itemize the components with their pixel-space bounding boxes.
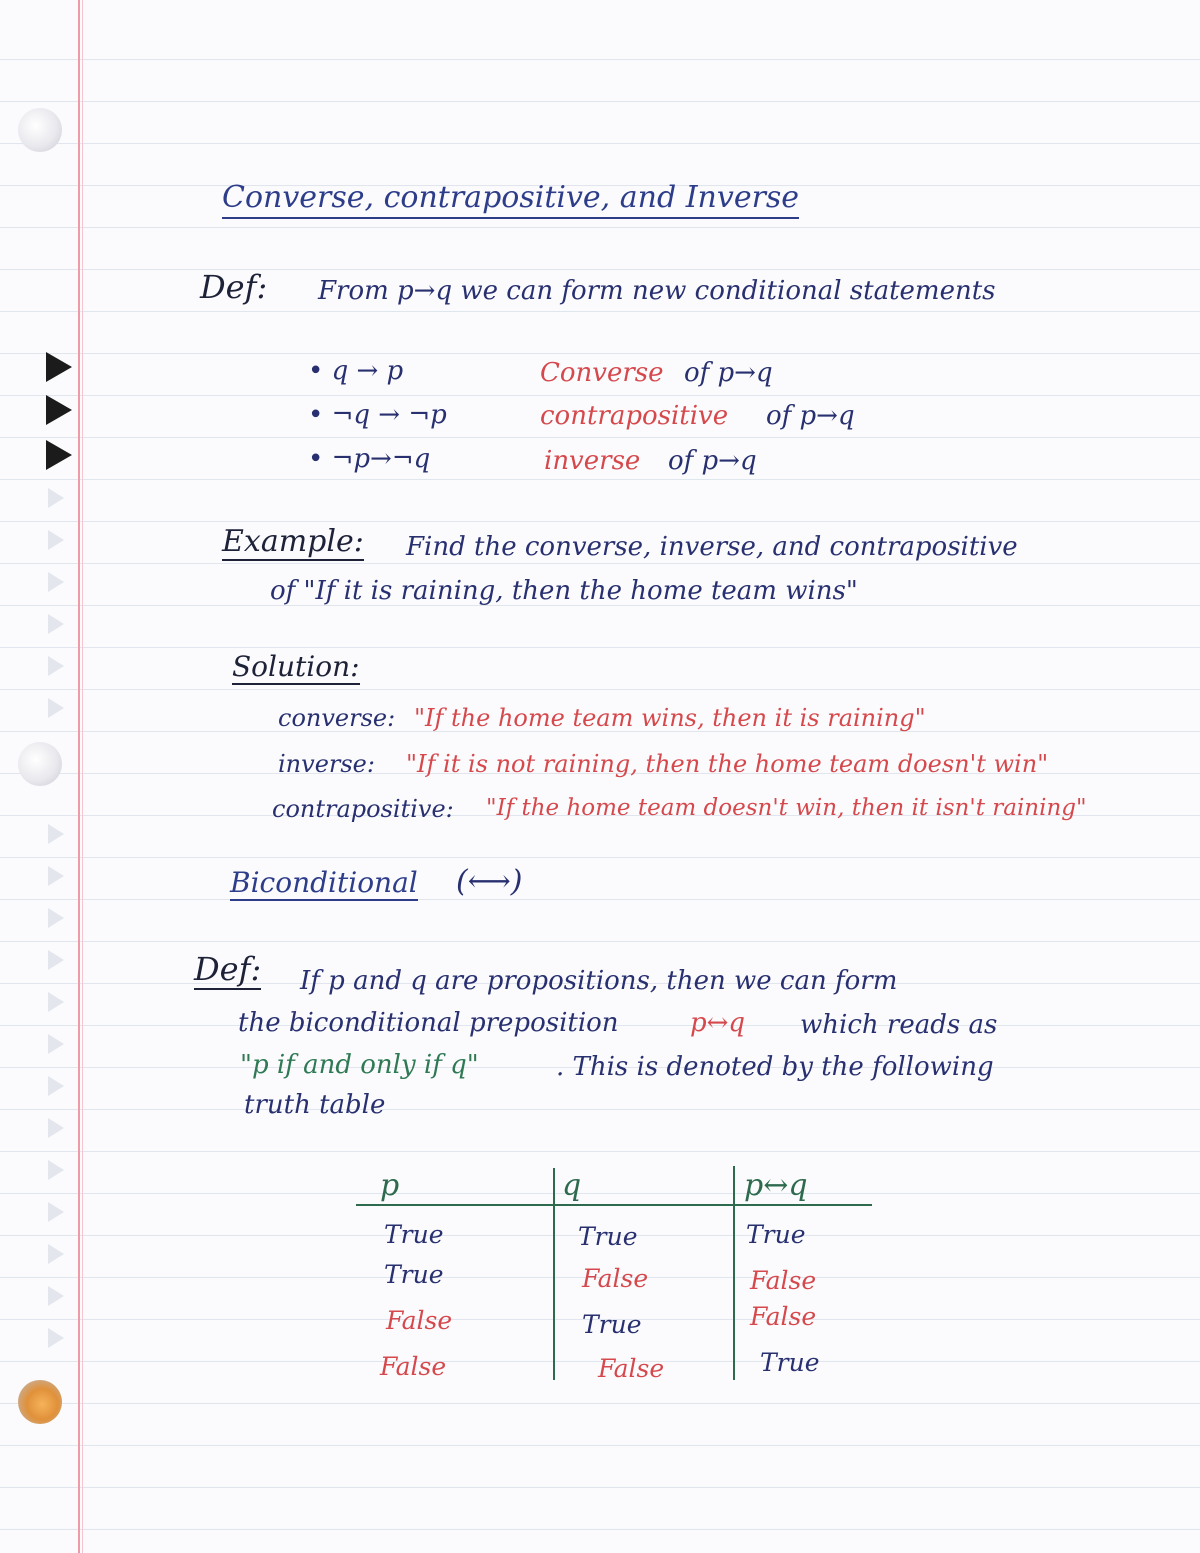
truth-table-header-rule: [356, 1204, 872, 1206]
faint-marker-icon: [48, 1076, 64, 1096]
example-line-2: of "If it is raining, then the home team wins": [270, 576, 858, 606]
converse-desc: of p→q: [684, 358, 773, 388]
truth-table-cell: False: [750, 1266, 817, 1295]
truth-table-cell: False: [386, 1306, 453, 1335]
faint-marker-icon: [48, 614, 64, 634]
solution-contrapositive-term: contrapositive:: [272, 795, 454, 823]
truth-table-divider-1: [553, 1168, 555, 1380]
def2-line-2a: the biconditional preposition: [238, 1008, 619, 1038]
truth-table-cell: False: [750, 1302, 817, 1331]
faint-marker-icon: [48, 530, 64, 550]
def2-line-1: If p and q are propositions, then we can form: [300, 966, 898, 996]
inverse-formula: • ¬p→¬q: [308, 444, 431, 474]
example-line-1: Find the converse, inverse, and contrapositive: [406, 532, 1018, 562]
bullet-marker-2-icon: [46, 395, 72, 425]
biconditional-symbol: (⟷): [456, 864, 523, 899]
def2-biconditional-prop: p↔q: [690, 1008, 746, 1038]
truth-table-cell: True: [578, 1222, 638, 1251]
faint-marker-icon: [48, 698, 64, 718]
def-label: Def:: [200, 268, 268, 306]
inverse-desc: of p→q: [668, 446, 757, 476]
biconditional-heading: Biconditional: [230, 866, 418, 899]
page-margin-line: [78, 0, 80, 1553]
truth-table-cell: False: [380, 1352, 447, 1381]
solution-converse-term: converse:: [278, 704, 396, 732]
solution-inverse-term: inverse:: [278, 750, 375, 778]
faint-marker-icon: [48, 1328, 64, 1348]
truth-table-header-q: q: [562, 1168, 582, 1203]
truth-table-divider-2: [733, 1166, 735, 1380]
truth-table-cell: False: [582, 1264, 649, 1293]
faint-marker-icon: [48, 1034, 64, 1054]
truth-table-header-biconditional: p↔q: [744, 1168, 808, 1203]
converse-formula: • q → p: [308, 356, 404, 386]
converse-term: Converse: [540, 358, 664, 388]
truth-table-cell: True: [582, 1310, 642, 1339]
faint-marker-icon: [48, 824, 64, 844]
truth-table-cell: True: [760, 1348, 820, 1377]
bullet-marker-3-icon: [46, 440, 72, 470]
binder-hole-bottom: [18, 1380, 62, 1424]
contrapositive-term: contrapositive: [540, 401, 729, 431]
def2-line-4: truth table: [244, 1090, 386, 1120]
truth-table-cell: True: [746, 1220, 806, 1249]
faint-marker-icon: [48, 1286, 64, 1306]
def-text: From p→q we can form new conditional statements: [318, 276, 996, 306]
solution-converse-text: "If the home team wins, then it is raining": [414, 704, 926, 732]
truth-table-cell: True: [384, 1260, 444, 1289]
truth-table-cell: True: [384, 1220, 444, 1249]
def2-line-3a: "p if and only if q": [240, 1050, 479, 1080]
binder-hole-middle: [18, 742, 62, 786]
faint-marker-icon: [48, 1118, 64, 1138]
def2-line-3b: . This is denoted by the following: [556, 1052, 994, 1082]
solution-contrapositive-text: "If the home team doesn't win, then it isn't raining": [486, 795, 1087, 821]
faint-marker-icon: [48, 992, 64, 1012]
binder-hole-top: [18, 108, 62, 152]
faint-marker-icon: [48, 656, 64, 676]
faint-marker-icon: [48, 950, 64, 970]
faint-marker-icon: [48, 866, 64, 886]
def2-line-2c: which reads as: [800, 1010, 998, 1040]
inverse-term: inverse: [544, 446, 641, 476]
solution-label: Solution:: [232, 650, 360, 683]
faint-marker-icon: [48, 908, 64, 928]
truth-table-cell: False: [598, 1354, 665, 1383]
def2-label: Def:: [194, 950, 262, 988]
faint-marker-icon: [48, 1244, 64, 1264]
bullet-marker-1-icon: [46, 352, 72, 382]
page-margin-line-secondary: [82, 0, 83, 1553]
page-title: Converse, contrapositive, and Inverse: [222, 180, 799, 219]
contrapositive-desc: of p→q: [766, 401, 855, 431]
faint-marker-icon: [48, 1202, 64, 1222]
faint-marker-icon: [48, 1160, 64, 1180]
contrapositive-formula: • ¬q → ¬p: [308, 400, 447, 430]
solution-inverse-text: "If it is not raining, then the home team doesn't win": [406, 750, 1049, 778]
example-label: Example:: [222, 524, 364, 559]
faint-marker-icon: [48, 488, 64, 508]
truth-table-header-p: p: [380, 1168, 400, 1203]
faint-marker-icon: [48, 572, 64, 592]
